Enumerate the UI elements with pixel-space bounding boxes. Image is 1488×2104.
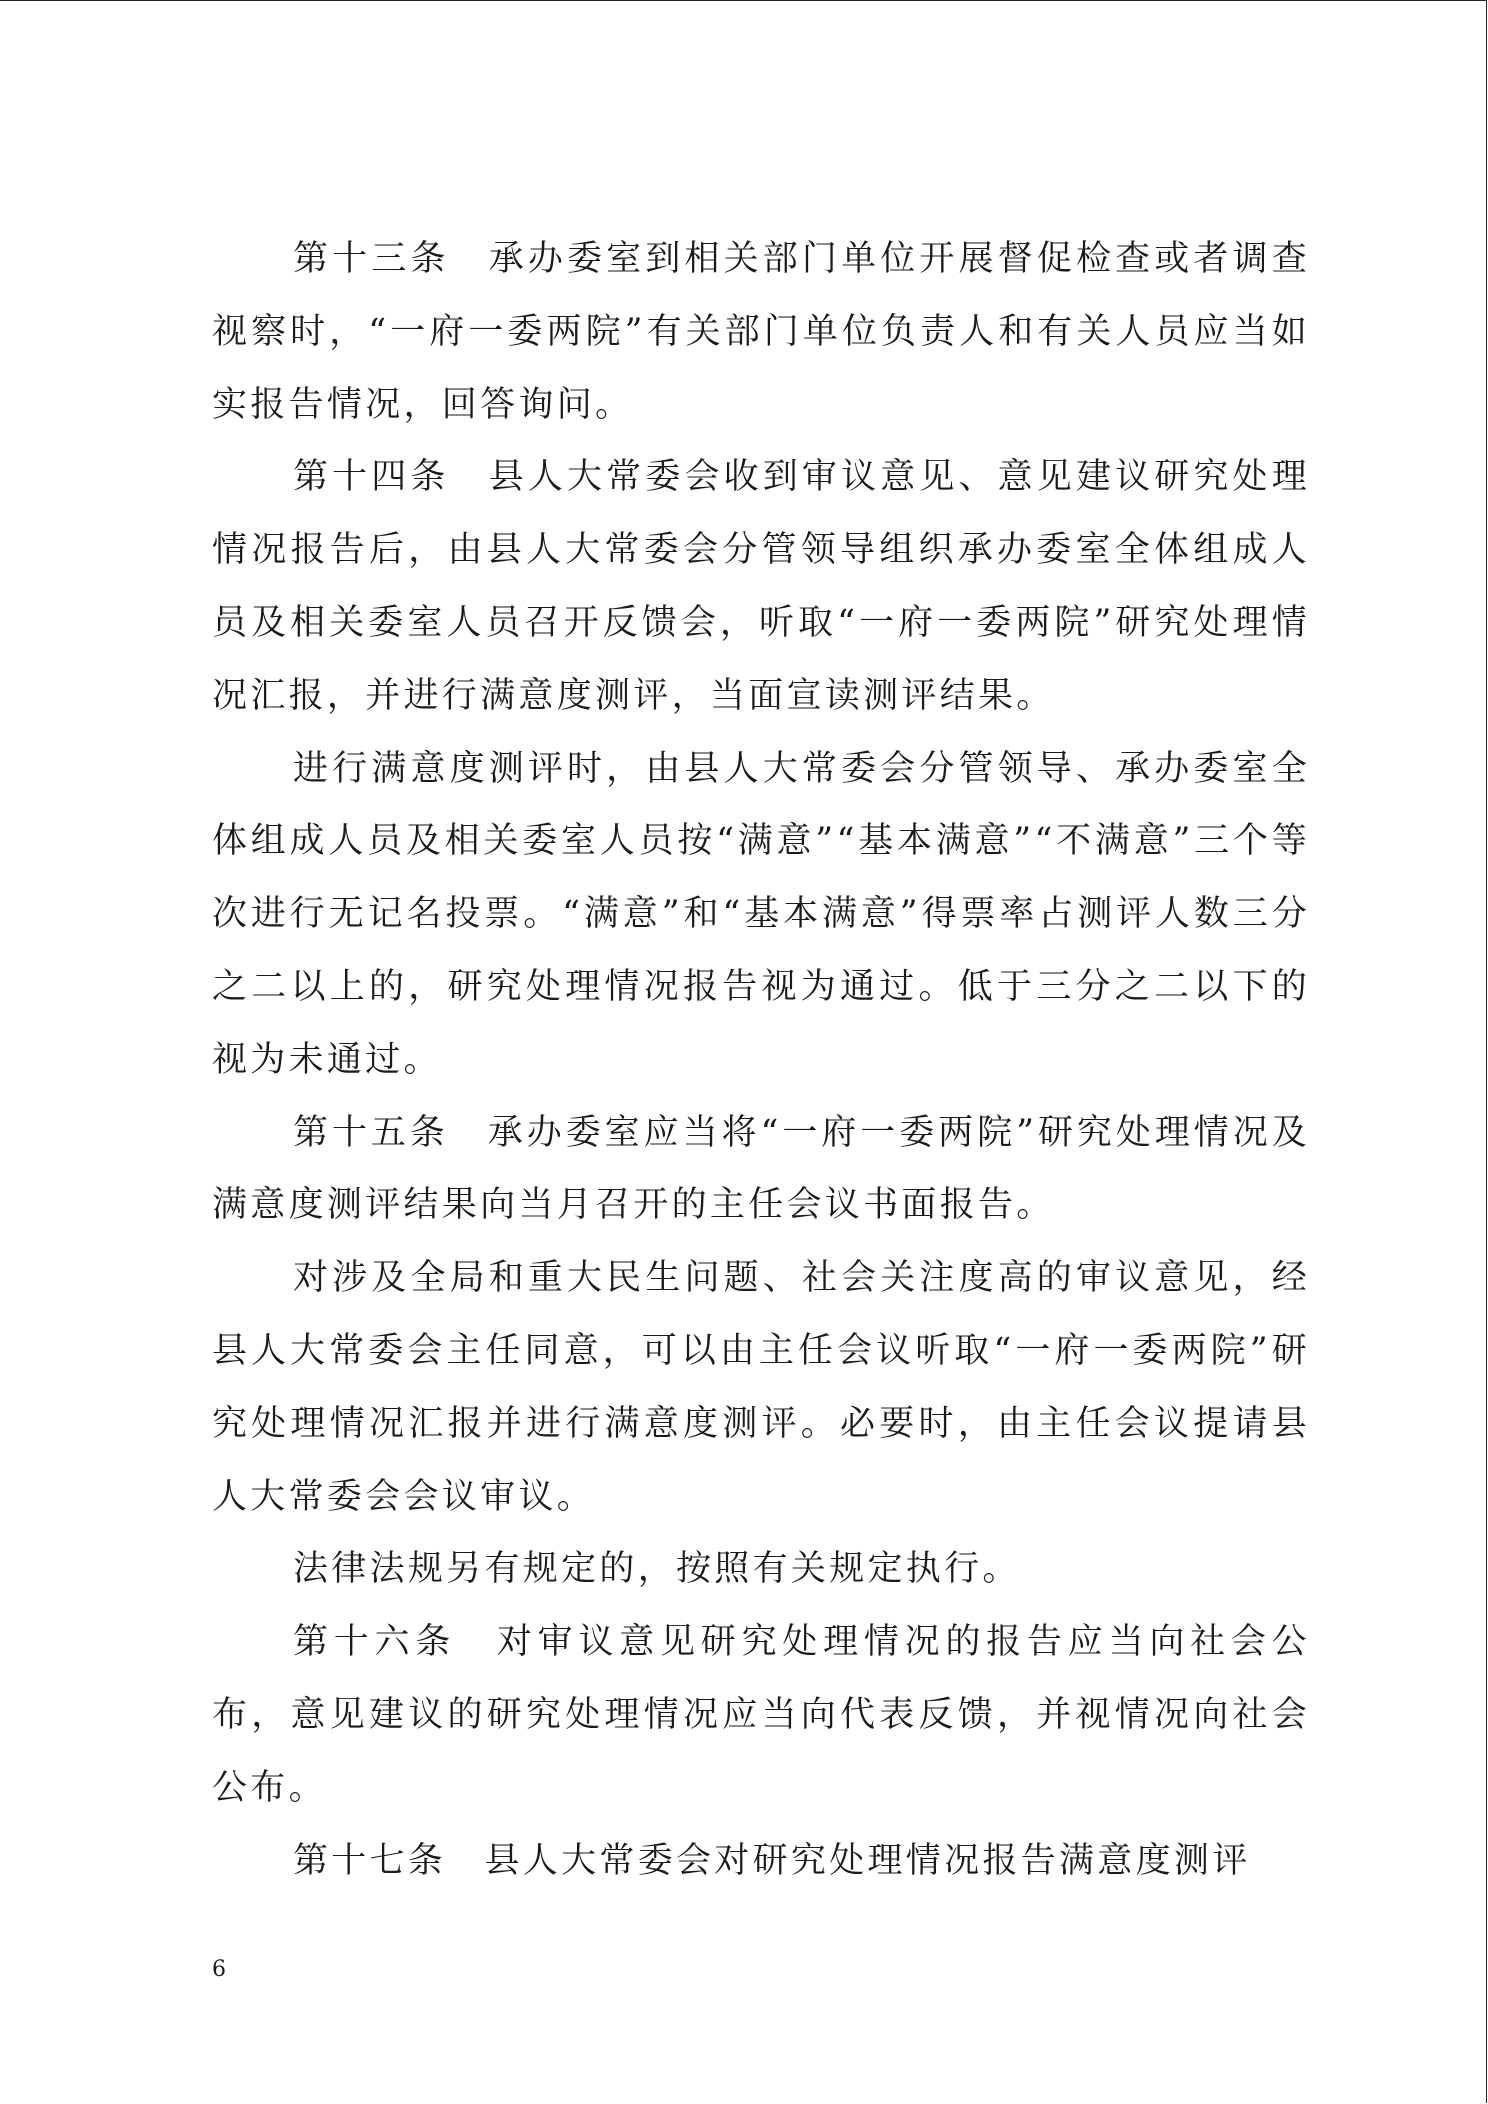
article-13-paragraph: 第十三条 承办委室到相关部门单位开展督促检查或者调查视察时，“一府一委两院”有关部门单位负责人和有关人员应当如实报告情况，回答询问。: [212, 239, 1310, 425]
article-16-paragraph: 第十六条 对审议意见研究处理情况的报告应当向社会公布，意见建议的研究处理情况应当向代表反馈，并视情况向社会公布。: [212, 1622, 1310, 1808]
article-17-paragraph: 第十七条 县人大常委会对研究处理情况报告满意度测评: [293, 1840, 1251, 1881]
article-15-paragraph: 第十五条 承办委室应当将“一府一委两院”研究处理情况及满意度测评结果向当月召开的主任会议书面报告。: [212, 1112, 1310, 1226]
page-number: 6: [212, 1957, 226, 1982]
major-issues-paragraph: 对涉及全局和重大民生问题、社会关注度高的审议意见，经县人大常委会主任同意，可以由主任会议听取“一府一委两院”研究处理情况汇报并进行满意度测评。必要时，由主任会议提请县人大常委会会议审议。: [212, 1258, 1310, 1517]
article-14-paragraph: 第十四条 县人大常委会收到审议意见、意见建议研究处理情况报告后，由县人大常委会分管领导组织承办委室全体组成人员及相关委室人员召开反馈会，听取“一府一委两院”研究处理情况汇报，并进行满意度测评，当面宣读测评结果。: [212, 457, 1310, 716]
document-body: [212, 223, 1310, 1897]
satisfaction-evaluation-paragraph: 进行满意度测评时，由县人大常委会分管领导、承办委室全体组成人员及相关委室人员按“满意”“基本满意”“不满意”三个等次进行无记名投票。“满意”和“基本满意”得票率占测评人数三分之二以上的，研究处理情况报告视为通过。低于三分之二以下的视为未通过。: [212, 748, 1310, 1080]
legal-provisions-paragraph: 法律法规另有规定的，按照有关规定执行。: [293, 1549, 1021, 1590]
